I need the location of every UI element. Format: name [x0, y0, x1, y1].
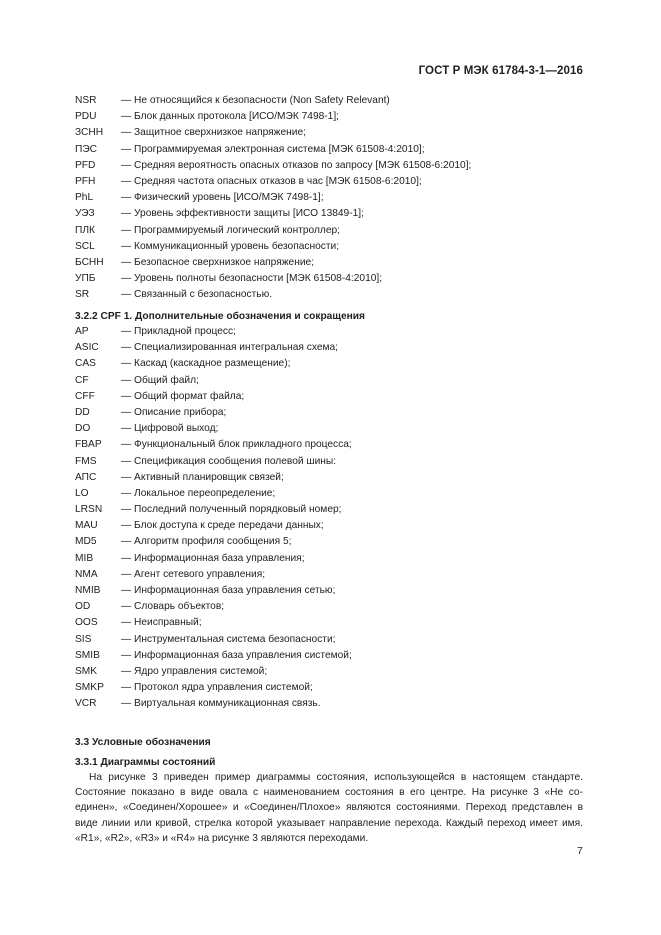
abbreviation-term: LRSN	[75, 504, 103, 516]
abbreviation-row	[75, 190, 595, 206]
paragraph-line: «R1», «R2», «R3» и «R4» на рисунке 3 являются переходами.	[75, 832, 369, 844]
abbreviation-definition: — Информационная база управления;	[121, 552, 305, 564]
abbreviation-row	[75, 567, 595, 583]
abbreviation-row	[75, 421, 595, 437]
abbreviation-row	[75, 356, 595, 372]
abbreviation-term: ЗСНН	[75, 127, 104, 139]
abbreviation-row	[75, 599, 595, 615]
abbreviation-term: SMK	[75, 665, 98, 677]
abbreviation-term: PFH	[75, 175, 96, 187]
abbreviation-definition: — Спецификация сообщения полевой шины:	[121, 455, 337, 467]
abbreviation-definition: — Средняя частота опасных отказов в час [МЭК 61508-6:2010];	[121, 175, 422, 187]
abbreviation-row	[75, 109, 595, 125]
abbreviation-row	[75, 615, 595, 631]
document-header: ГОСТ Р МЭК 61784-3-1—2016	[418, 65, 583, 77]
abbreviation-row	[75, 648, 595, 664]
abbreviation-row	[75, 287, 595, 303]
abbreviation-term: LO	[75, 487, 89, 499]
abbreviation-definition: — Информационная база управления сетью;	[121, 585, 336, 596]
abbreviation-term: ПЭС	[75, 143, 98, 155]
abbreviation-definition: — Агент сетевого управления;	[121, 568, 266, 580]
abbreviation-term: MD5	[75, 536, 97, 548]
paragraph-line: виде линии или кривой, стрелка которой указывает направление перехода. Каждый переход имеет имя.	[75, 817, 583, 829]
abbreviation-term: УПБ	[75, 273, 96, 285]
abbreviation-row	[75, 223, 595, 239]
abbreviation-definition: — Коммуникационный уровень безопасности;	[121, 240, 340, 252]
paragraph-line: Состояние показано в виде овала с наименованием состояния в его центре. На рисунке 3 «Не со-	[75, 787, 583, 799]
abbreviation-row	[75, 271, 595, 287]
abbreviation-row	[75, 142, 595, 158]
abbreviation-term: PFD	[75, 159, 96, 171]
abbreviation-definition: — Блок данных протокола [ИСО/МЭК 7498-1];	[121, 111, 340, 123]
abbreviation-definition: — Цифровой выход;	[121, 423, 219, 435]
paragraph-line: На рисунке 3 приведен пример диаграммы состояния, использующейся в настоящем стандарте.	[89, 772, 583, 783]
abbreviation-term: NMA	[75, 568, 98, 580]
abbreviation-row	[75, 486, 595, 502]
abbreviation-definition: — Программируемый логический контроллер;	[121, 224, 341, 236]
abbreviation-term: FMS	[75, 455, 97, 467]
abbreviation-definition: — Защитное сверхнизкое напряжение;	[121, 127, 306, 139]
abbreviation-row	[75, 696, 595, 712]
abbreviation-term: АПС	[75, 471, 97, 483]
abbreviation-row	[75, 125, 595, 141]
abbreviation-list-2	[75, 324, 595, 713]
abbreviation-definition: — Блок доступа к среде передачи данных;	[121, 520, 324, 532]
abbreviation-term: SMKP	[75, 682, 104, 694]
abbreviation-row	[75, 239, 595, 255]
abbreviation-term: PhL	[75, 192, 94, 204]
abbreviation-row	[75, 437, 595, 453]
abbreviation-list-1	[75, 93, 595, 303]
abbreviation-definition: — Физический уровень [ИСО/МЭК 7498-1];	[121, 192, 324, 204]
abbreviation-row	[75, 373, 595, 389]
abbreviation-row	[75, 174, 595, 190]
abbreviation-term: ПЛК	[75, 224, 95, 236]
abbreviation-term: OD	[75, 601, 91, 613]
abbreviation-definition: — Функциональный блок прикладного процесса;	[121, 439, 352, 451]
abbreviation-definition: — Инструментальная система безопасности;	[121, 633, 336, 645]
abbreviation-definition: — Неисправный;	[121, 617, 202, 629]
abbreviation-term: CFF	[75, 390, 95, 402]
abbreviation-term: SR	[75, 289, 90, 301]
abbreviation-term: ASIC	[75, 342, 99, 354]
abbreviation-term: SCL	[75, 240, 95, 252]
abbreviation-row	[75, 255, 595, 271]
abbreviation-row	[75, 324, 595, 340]
abbreviation-definition: — Алгоритм профиля сообщения 5;	[121, 536, 292, 548]
abbreviation-term: DD	[75, 406, 90, 418]
abbreviation-term: CAS	[75, 358, 96, 370]
abbreviation-term: NMIB	[75, 585, 101, 596]
abbreviation-term: SIS	[75, 633, 92, 645]
abbreviation-definition: — Средняя вероятность опасных отказов по запросу [МЭК 61508-6:2010];	[121, 159, 472, 171]
abbreviation-row	[75, 502, 595, 518]
abbreviation-definition: — Специализированная интегральная схема;	[121, 342, 339, 354]
paragraph-state-diagrams	[75, 770, 583, 846]
abbreviation-term: MAU	[75, 520, 98, 532]
abbreviation-definition: — Каскад (каскадное размещение);	[121, 358, 291, 370]
abbreviation-term: PDU	[75, 111, 97, 123]
abbreviation-row	[75, 454, 595, 470]
abbreviation-row	[75, 680, 595, 696]
abbreviation-definition: — Активный планировщик связей;	[121, 471, 284, 483]
abbreviation-row	[75, 470, 595, 486]
abbreviation-definition: — Общий файл;	[121, 374, 199, 386]
abbreviation-term: БСНН	[75, 256, 104, 268]
abbreviation-definition: — Протокол ядра управления системой;	[121, 682, 313, 694]
abbreviation-definition: — Описание прибора;	[121, 406, 227, 418]
abbreviation-term: SMIB	[75, 649, 100, 661]
abbreviation-definition: — Последний полученный порядковый номер;	[121, 504, 342, 516]
abbreviation-term: УЭЗ	[75, 208, 95, 220]
abbreviation-row	[75, 583, 595, 599]
abbreviation-term: DO	[75, 423, 91, 435]
abbreviation-definition: — Уровень полноты безопасности [МЭК 61508-4:2010];	[121, 273, 383, 285]
abbreviation-row	[75, 664, 595, 680]
abbreviation-definition: — Прикладной процесс;	[121, 326, 236, 337]
abbreviation-row	[75, 93, 595, 109]
abbreviation-definition: — Не относящийся к безопасности (Non Safety Relevant)	[121, 95, 390, 106]
abbreviation-definition: — Информационная база управления системой;	[121, 649, 352, 661]
abbreviation-definition: — Программируемая электронная система [МЭК 61508-4:2010];	[121, 143, 425, 155]
abbreviation-row	[75, 158, 595, 174]
page-number: 7	[577, 845, 583, 857]
abbreviation-row	[75, 632, 595, 648]
abbreviation-term: CF	[75, 374, 89, 386]
abbreviation-term: NSR	[75, 95, 97, 106]
abbreviation-definition: — Уровень эффективности защиты [ИСО 13849-1];	[121, 208, 364, 220]
abbreviation-row	[75, 340, 595, 356]
abbreviation-definition: — Связанный с безопасностью.	[121, 289, 273, 301]
abbreviation-definition: — Виртуальная коммуникационная связь.	[121, 698, 321, 710]
abbreviation-term: MIB	[75, 552, 94, 564]
abbreviation-row	[75, 518, 595, 534]
abbreviation-definition: — Общий формат файла;	[121, 390, 245, 402]
abbreviation-term: AP	[75, 326, 89, 337]
paragraph-line: единен», «Соединен/Хорошее» и «Соединен/Плохое» являются состояниями. Переход представлен в	[75, 802, 583, 814]
abbreviation-definition: — Словарь объектов;	[121, 601, 225, 613]
section-heading-3-2-2: 3.2.2 CPF 1. Дополнительные обозначения и сокращения	[75, 311, 365, 322]
section-heading-3-3-1: 3.3.1 Диаграммы состояний	[75, 757, 216, 768]
abbreviation-row	[75, 534, 595, 550]
abbreviation-term: VCR	[75, 698, 97, 710]
abbreviation-row	[75, 405, 595, 421]
abbreviation-row	[75, 551, 595, 567]
abbreviation-row	[75, 389, 595, 405]
abbreviation-term: OOS	[75, 617, 98, 629]
abbreviation-row	[75, 206, 595, 222]
section-heading-3-3: 3.3 Условные обозначения	[75, 737, 211, 748]
abbreviation-definition: — Локальное переопределение;	[121, 487, 276, 499]
abbreviation-definition: — Безопасное сверхнизкое напряжение;	[121, 256, 315, 268]
abbreviation-definition: — Ядро управления системой;	[121, 665, 268, 677]
abbreviation-term: FBAP	[75, 439, 102, 451]
